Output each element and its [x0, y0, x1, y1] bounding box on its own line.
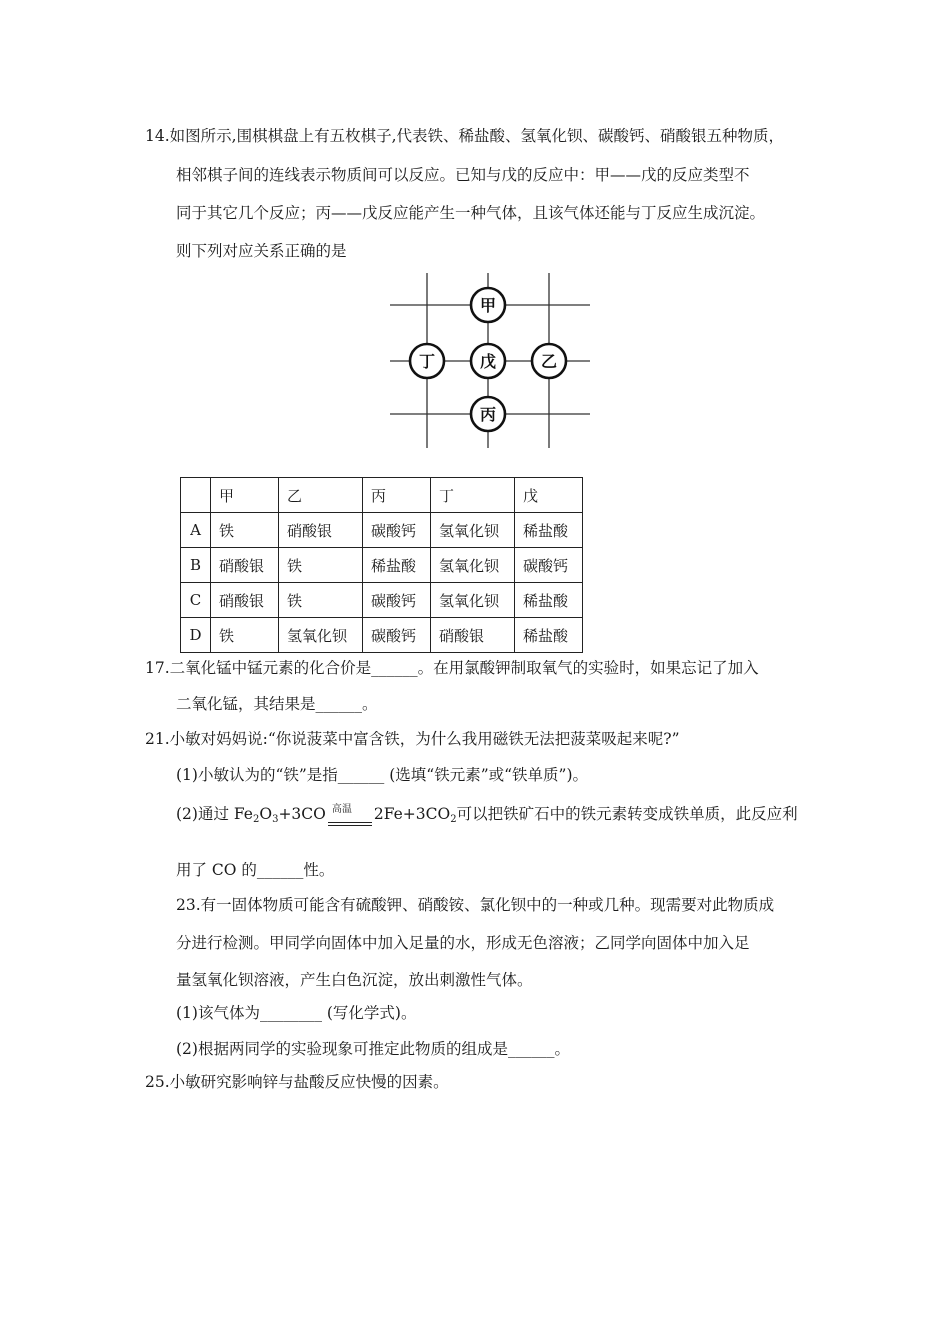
eq-text: (2)通过 Fe: [176, 805, 253, 823]
q17-line2: 二氧化锰，其结果是______。: [176, 695, 378, 713]
q23-line3: 量氢氧化钡溶液，产生白色沉淀，放出刺激性气体。: [176, 971, 533, 989]
table-cell: 稀盐酸: [515, 513, 583, 548]
table-cell: 稀盐酸: [515, 618, 583, 653]
option-label: A: [181, 513, 211, 548]
eq-subscript: 2: [252, 814, 260, 825]
table-row: [181, 618, 583, 653]
table-cell: 碳酸钙: [363, 618, 431, 653]
stone-left-label: 丁: [418, 352, 436, 371]
q23-line1: 23.有一固体物质可能含有硫酸钾、硝酸铵、氯化钡中的一种或几种。现需要对此物质成: [176, 896, 775, 914]
option-label: B: [181, 548, 211, 583]
option-label: D: [181, 618, 211, 653]
table-header-cell: 丁: [431, 478, 515, 513]
table-header-cell: [181, 478, 211, 513]
table-header-cell: 丙: [363, 478, 431, 513]
reaction-condition: 高温: [331, 804, 352, 815]
eq-text: 可以把铁矿石中的铁元素转变成铁单质，此反应利: [456, 805, 798, 823]
table-header-cell: 乙: [279, 478, 363, 513]
q23-line2: 分进行检测。甲同学向固体中加入足量的水，形成无色溶液；乙同学向固体中加入足: [176, 934, 750, 952]
q23-sub2: (2)根据两同学的实验现象可推定此物质的组成是______。: [176, 1040, 570, 1058]
table-row: [181, 513, 583, 548]
stone-top-label: 甲: [479, 296, 497, 315]
stone-bottom-label: 丙: [479, 405, 497, 424]
q14-line2: 相邻棋子间的连线表示物质间可以反应。已知与戊的反应中：甲——戊的反应类型不: [176, 166, 750, 184]
q25-line1: 25.小敏研究影响锌与盐酸反应快慢的因素。: [145, 1073, 449, 1091]
table-cell: 氢氧化钡: [279, 618, 363, 653]
q17-line1: 17.二氧化锰中锰元素的化合价是______。在用氯酸钾制取氧气的实验时，如果忘记了加入: [145, 659, 759, 677]
go-board-diagram: [385, 270, 595, 452]
table-cell: 硝酸银: [211, 583, 279, 618]
answer-choices-table: [180, 477, 583, 653]
q21-sub2-line2: 用了 CO 的______性。: [176, 861, 335, 879]
table-header-cell: 甲: [211, 478, 279, 513]
table-cell: 氢氧化钡: [431, 513, 515, 548]
table-cell: 硝酸银: [279, 513, 363, 548]
table-cell: 硝酸银: [211, 548, 279, 583]
q14-line1: 14.如图所示,围棋棋盘上有五枚棋子,代表铁、稀盐酸、氢氧化钡、碳酸钙、硝酸银五种物质，: [145, 127, 785, 145]
q21-sub1: (1)小敏认为的“铁”是指______ (选填“铁元素”或“铁单质”)。: [176, 766, 589, 784]
table-header-cell: 戊: [515, 478, 583, 513]
table-cell: 铁: [211, 618, 279, 653]
reaction-condition-mark: [326, 804, 374, 824]
table-cell: 碳酸钙: [515, 548, 583, 583]
table-cell: 铁: [279, 583, 363, 618]
table-cell: 铁: [211, 513, 279, 548]
table-row: [181, 583, 583, 618]
q14-line3: 同于其它几个反应；丙——戊反应能产生一种气体，且该气体还能与丁反应生成沉淀。: [176, 204, 766, 222]
table-cell: 稀盐酸: [515, 583, 583, 618]
table-cell: 氢氧化钡: [431, 583, 515, 618]
table-header-row: [181, 478, 583, 513]
table-cell: 稀盐酸: [363, 548, 431, 583]
table-cell: 氢氧化钡: [431, 548, 515, 583]
table-cell: 碳酸钙: [363, 513, 431, 548]
table-cell: 碳酸钙: [363, 583, 431, 618]
q14-line4: 则下列对应关系正确的是: [176, 242, 347, 260]
stone-right-label: 乙: [540, 352, 558, 371]
eq-text: O: [259, 805, 273, 823]
eq-text: 2Fe+3CO: [373, 805, 451, 823]
table-cell: 硝酸银: [431, 618, 515, 653]
eq-text: +3CO: [278, 805, 326, 823]
table-cell: 铁: [279, 548, 363, 583]
q21-line1: 21.小敏对妈妈说:“你说菠菜中富含铁，为什么我用磁铁无法把菠菜吸起来呢?”: [145, 730, 680, 748]
eq-subscript: 2: [450, 814, 457, 825]
eq-subscript: 3: [272, 814, 279, 825]
option-label: C: [181, 583, 211, 618]
stone-center-label: 戊: [479, 352, 497, 371]
q21-sub2: [176, 804, 798, 824]
table-row: [181, 548, 583, 583]
q23-sub1: (1)该气体为________ (写化学式)。: [176, 1004, 417, 1022]
